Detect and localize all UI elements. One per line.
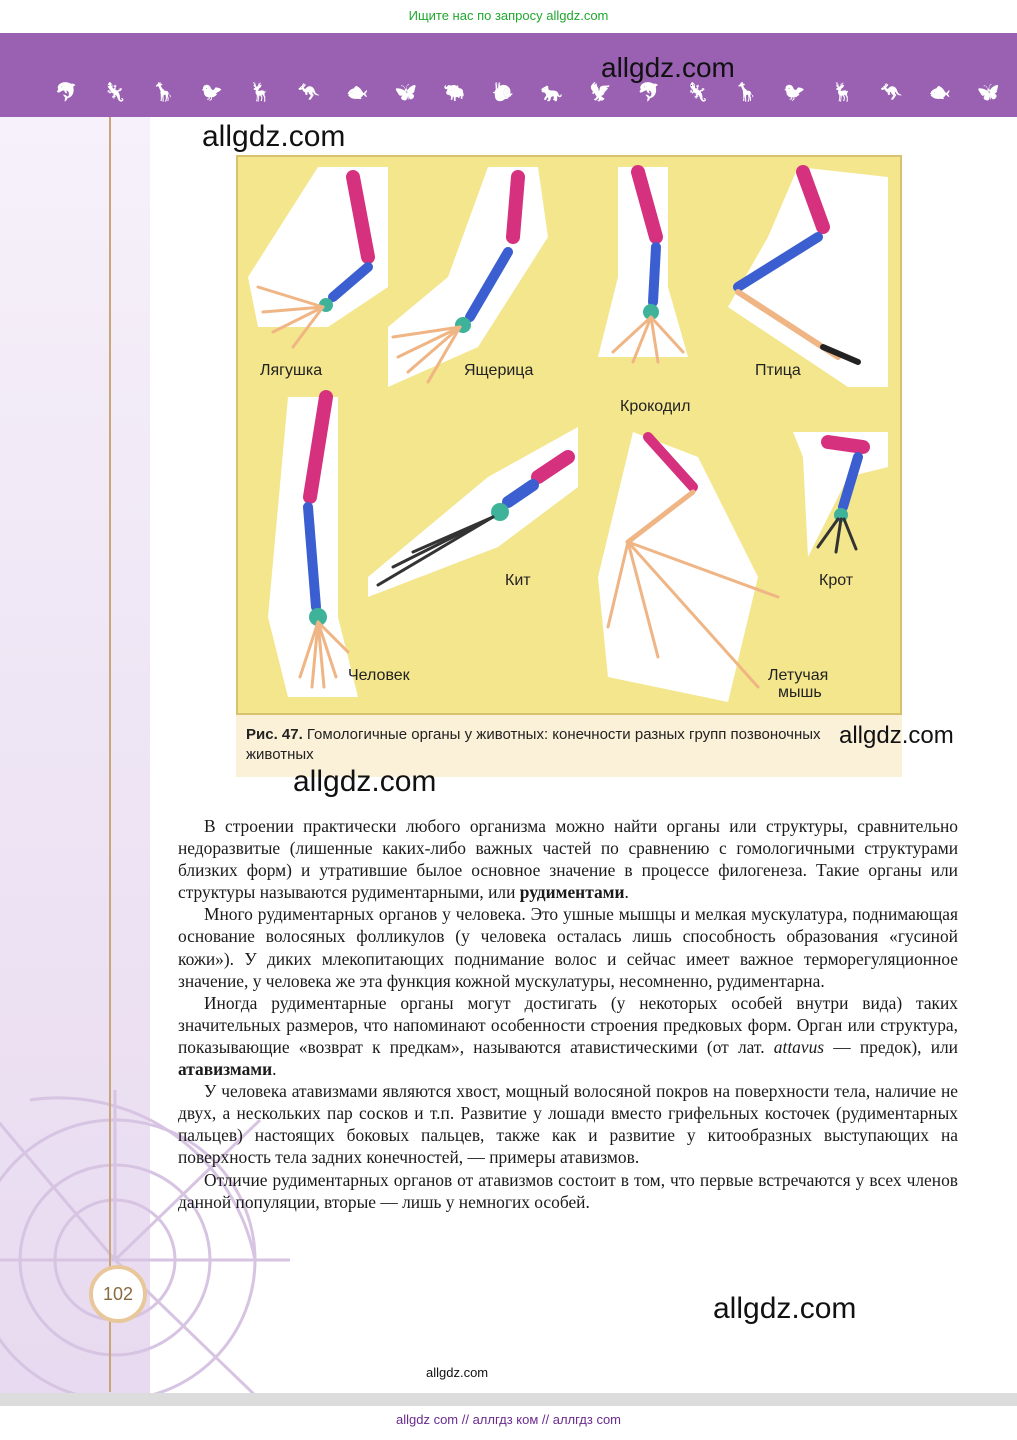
caption-figure-number: Рис. 47. [246, 726, 303, 743]
animal-silhouette-icon: 🐃 [443, 82, 466, 103]
animal-silhouette-icon: 🦎 [103, 82, 126, 103]
paragraph-4: У человека атавизмами являются хвост, мощный волосяной покров на поверхности тела, наличие не двух, а нескольких пар сосков и т.п. Развитие у лошади вместо грифельных косточек (рудиментарных пальцев) настоящих боковых пальцев, также как и развитие у китообразных выступающих на поверхность тела задних конечностей, — примеры атавизмов. [178, 1081, 958, 1168]
paragraph-3-end: . [272, 1059, 277, 1080]
label-bird: Птица [755, 362, 801, 379]
latin-term: attavus [773, 1036, 825, 1057]
paragraph-3-text: Иногда рудиментарные органы могут достигать (у некоторых особей внутри вида) таких значительных размеров, что напоминают особенности строения предковых форм. Орган или структура, показывающие «возврат к предкам», называются атавистическими (от лат. [178, 992, 958, 1057]
caption-text: Гомологичные органы у животных: конечности разных групп позвоночных животных [246, 726, 821, 763]
paragraph-1 [178, 815, 958, 903]
animal-silhouette-icon: 🦘 [880, 82, 903, 103]
label-bat-line2: мышь [778, 684, 822, 701]
term-atavisms: атавизмами [178, 1059, 273, 1080]
label-bat-line1: Летучая [768, 667, 829, 684]
margin-rule [109, 117, 111, 1392]
animal-silhouette-icon: 🦋 [977, 82, 1000, 103]
page-number: 102 [89, 1265, 147, 1323]
paragraph-2: Много рудиментарных органов у человека. Это ушные мышцы и мелкая мускулатура, поднимающая основание волосяных фолликулов (у человека осталась лишь способность образования «гусиной кожи»). У диких млекопитающих поднимание волос и сейчас имеет важное терморегуляционное значение, у человека же эта функция кожной мускулатуры, несомненно, рудиментарна. [178, 904, 958, 991]
animal-silhouette-icon: 🐦 [783, 82, 806, 103]
main-text [178, 815, 958, 1213]
watermark-footer-center: allgdz.com [426, 1365, 489, 1380]
animal-silhouette-icon: 🦋 [394, 82, 418, 103]
animal-silhouette-icon: 🦒 [734, 82, 758, 103]
label-frog: Лягушка [260, 362, 323, 379]
bottom-links[interactable]: allgdz com // аллгдз ком // аллгдз com [395, 1412, 622, 1427]
animal-silhouette-icon: 🐟 [928, 82, 952, 103]
watermark-upper-left: allgdz.com [202, 120, 346, 153]
label-mole: Крот [819, 572, 854, 589]
animal-silhouette-icon: 🐟 [346, 82, 369, 103]
label-lizard: Ящерица [464, 362, 534, 379]
term-rudiments: рудиментами [519, 882, 625, 903]
header-watermark: allgdz.com [601, 52, 735, 83]
watermark-caption-right: allgdz.com [839, 722, 954, 749]
animal-silhouette-icon: 🦅 [589, 82, 612, 103]
bottom-divider [0, 1393, 1017, 1406]
animal-silhouette-icon: 🐦 [200, 82, 224, 103]
paragraph-3 [178, 992, 958, 1080]
watermark-below-caption: allgdz.com [293, 765, 437, 798]
figure-homologous-limbs [236, 155, 902, 715]
lizard-silhouette [388, 167, 548, 387]
animal-silhouette-icon: 🦎 [686, 82, 709, 103]
animal-silhouette-icon: 🦌 [831, 82, 855, 103]
animal-silhouette-icon: 🐆 [540, 82, 563, 103]
animal-silhouette-icon: 🐬 [637, 82, 660, 103]
label-whale: Кит [505, 572, 531, 589]
paragraph-1-text: В строении практически любого организма можно найти органы или структуры, сравнительно недоразвитые (лишенные каких-либо важных частей по сравнению с гомологичными структурами близких форм) и утратившие былое основное значение в процессе филогенеза. Такие органы или структуры называются рудиментарными, или [178, 816, 958, 903]
paragraph-5: Отличие рудиментарных органов от атавизмов состоит в том, что первые встречаются у всех членов данной популяции, вторые — лишь у немногих особей. [178, 1169, 958, 1212]
animal-silhouette-icon: 🐌 [491, 82, 515, 103]
paragraph-3-mid: — предок), или [824, 1036, 958, 1057]
animal-silhouette-icon: 🦘 [297, 82, 321, 103]
watermark-bottom-right: allgdz.com [713, 1292, 857, 1325]
animal-silhouette-icon: 🦒 [152, 82, 175, 103]
label-crocodile: Крокодил [620, 398, 691, 415]
animal-silhouette-icon: 🐬 [55, 82, 78, 103]
animal-silhouette-strip [55, 80, 1000, 106]
paragraph-1-end: . [624, 882, 629, 903]
label-human: Человек [348, 667, 410, 684]
top-search-banner[interactable]: Ищите нас по запросу allgdz.com [408, 8, 609, 23]
animal-silhouette-icon: 🦌 [249, 82, 272, 103]
